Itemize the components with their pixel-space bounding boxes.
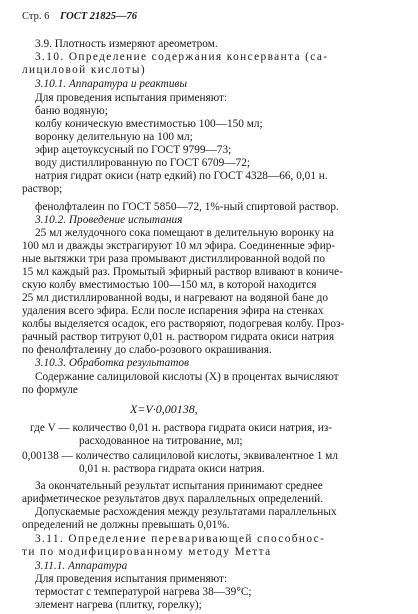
list-item: эфир ацетоуксусный по ГОСТ 9799—73;: [35, 144, 232, 156]
list-item: элемент нагрева (плитку, горелку);: [35, 599, 202, 611]
text-line: Для проведения испытания применяют:: [35, 92, 228, 104]
text-line: скую колбу вместимостью 100—150 мл, в которой находится: [22, 279, 317, 291]
list-item: воду дистиллированную по ГОСТ 6709—72;: [35, 157, 251, 169]
text-line: 100 мл и дважды экстрагируют 10 мл эфира. Соединенные эфир-: [22, 240, 336, 252]
formula-legend-line: расходованное на титрование, мл;: [79, 435, 243, 447]
list-item: баню водяную;: [35, 105, 108, 117]
text-line: удаления всего эфира. Если после испарения эфира на стенках: [22, 305, 324, 317]
list-item: колбу коническую вместимостью 100—150 мл;: [35, 118, 263, 130]
page-number: Стр. 6: [22, 11, 50, 22]
page-header: [22, 11, 137, 22]
subsection-heading: 3.10.3. Обработка результатов: [35, 357, 189, 369]
formula-legend-line: где V — количество 0,01 н. раствора гидрата окиси натрия, из-: [30, 422, 333, 434]
formula: X=V·0,00138,: [130, 402, 198, 416]
section-heading: лициловой кислоты): [22, 64, 147, 76]
text-line: ные вытяжки три раза промывают дистиллированной водой по: [22, 253, 325, 265]
list-item: фенолфталеин по ГОСТ 5850—72, 1%-ный спиртовой раствор.: [35, 201, 339, 213]
list-item: раствор;: [22, 183, 63, 195]
list-item: термостат с температурой нагрева 38—39°С;: [35, 586, 252, 598]
text-line: по формуле: [22, 384, 78, 396]
subsection-heading: 3.11.1. Аппаратура: [35, 560, 128, 572]
text-line: 25 мл дистиллированной воды, и нагревают на водяной бане до: [22, 292, 329, 304]
section-heading: ти по модифицированному методу Метта: [22, 546, 272, 558]
text-line: рачный раствор титруют 0,01 н. раствором гидрата окиси натрия: [22, 331, 335, 343]
text-line: 15 мл каждый раз. Промытый эфирный раствор вливают в кониче-: [22, 266, 343, 278]
formula-legend-line: 0,01 н. раствора гидрата окиси натрия.: [79, 463, 265, 475]
text-line: 25 мл желудочного сока помещают в делительную воронку на: [35, 227, 334, 239]
text-line: Содержание салициловой кислоты (X) в процентах вычисляют: [35, 371, 339, 383]
text-line: 3.9. Плотность измеряют ареометром.: [35, 38, 218, 50]
text-line: арифметическое результатов двух параллельных определений.: [22, 493, 324, 505]
subsection-heading: 3.10.2. Проведение испытания: [35, 214, 183, 226]
text-line: Допускаемые расхождения между результатами параллельных: [35, 506, 337, 518]
section-heading: 3.11. Определение переваривающей способнос-: [35, 533, 326, 545]
list-item: натрия гидрат окиси (натр едкий) по ГОСТ 4328—66, 0,01 н.: [35, 170, 328, 182]
text-line: определений не должны превышать 0,01%.: [22, 519, 230, 531]
text-line: За окончательный результат испытания принимают среднее: [35, 480, 323, 492]
standard-number: ГОСТ 21825—76: [59, 11, 138, 22]
section-heading: 3.10. Определение содержания консерванта (са-: [35, 51, 329, 63]
text-line: колбы выделяется осадок, его растворяют, подогревая колбу. Проз-: [22, 318, 345, 330]
formula-legend-line: 0,00138 — количество салициловой кислоты, эквивалентное 1 мл: [22, 450, 338, 462]
subsection-heading: 3.10.1. Аппаратура и реактивы: [35, 78, 188, 90]
list-item: воронку делительную на 100 мл;: [35, 131, 193, 143]
text-line: Для проведения испытания применяют:: [35, 573, 228, 585]
text-line: по фенолфталеину до слабо-розового окрашивания.: [22, 344, 272, 356]
